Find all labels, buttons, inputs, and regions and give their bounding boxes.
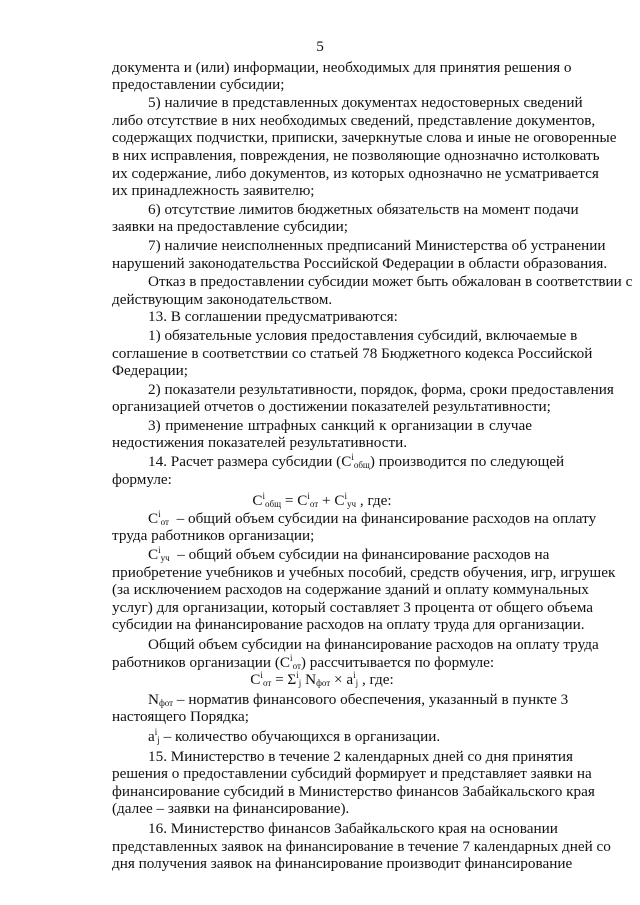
text-line: 16. Министерство финансов Забайкальского края на основании	[148, 819, 558, 837]
text-line: документа и (или) информации, необходимых для принятия решения о	[112, 59, 572, 76]
text-line: (далее – заявки на финансирование).	[112, 800, 350, 818]
text-line: заявки на предоставление субсидии;	[112, 218, 348, 236]
text-line: 6) отсутствие лимитов бюджетных обязательств на момент подачи	[148, 200, 579, 218]
text-line: субсидии на финансирование расходов на оплату труда для организации.	[112, 616, 585, 634]
text-line: дня получения заявок на финансирование производит финансирование	[112, 855, 573, 873]
text-line: соглашение в соответствии со статьей 78 Бюджетного кодекса Российской	[112, 344, 593, 362]
text-line: $N_{фот}$ – норматив финансового обеспечения, указанный в пункте 3	[148, 690, 569, 708]
text-line: приобретение учебников и учебных пособий, средств обучения, игр, игрушек	[112, 563, 616, 581]
text-line: нарушений законодательства Российской Федерации в области образования.	[112, 254, 608, 272]
text-line: Общий объем субсидии на финансирование расходов на оплату труда	[148, 636, 599, 653]
text-line: 15. Министерство в течение 2 календарных дней со дня принятия	[148, 747, 574, 765]
text-line: предоставлении субсидии;	[112, 75, 285, 93]
text-line: настоящего Порядка;	[112, 708, 249, 726]
text-line: представленных заявок на финансирование в течение 7 календарных дней со	[112, 837, 611, 855]
text-line: 1) обязательные условия предоставления субсидий, включаемые в	[148, 326, 578, 344]
text-line: (за исключением расходов на содержание зданий и оплату коммунальных	[112, 581, 589, 599]
text-line: труда работников организации;	[112, 527, 315, 545]
text-line: работников организации $(C^i_{от})$ рассчитывается по формуле:	[112, 652, 495, 671]
text-line: Отказ в предоставлении субсидии может быть обжалован в соответствии с	[148, 273, 633, 291]
text-line: организацией отчетов о достижении показателей результативности;	[112, 398, 551, 416]
text-line: $C^i_{общ} = C^i_{от} + C^i_{уч}$ , где:	[252, 491, 392, 510]
text-line: их принадлежность заявителю;	[112, 182, 315, 200]
text-line: решения о предоставлении субсидий формирует и представляет заявки на	[112, 765, 592, 783]
text-line: действующим законодательством.	[112, 290, 333, 308]
text-line: 5) наличие в представленных документах недостоверных сведений	[148, 94, 583, 112]
text-line: их содержание, либо документов, из которых однозначно не усматривается	[112, 164, 599, 182]
text-line: $C^i_{от}$ – общий объем субсидии на финансирование расходов на оплату	[148, 508, 597, 527]
text-line: $C^i_{уч}$ – общий объем субсидии на финансирование расходов на	[148, 545, 550, 564]
text-line: 13. В соглашении предусматриваются:	[148, 308, 398, 326]
text-line: в них исправления, повреждения, не позволяющие однозначно истолковать	[112, 146, 600, 164]
text-line: услуг) для организации, который составляет 3 процента от общего объема	[112, 598, 593, 616]
text-line: недостижения показателей результативности.	[112, 434, 408, 452]
text-line: 14. Расчет размера субсидии $(C^i_{общ})$ производится по следующей	[148, 452, 565, 471]
document-body	[112, 59, 633, 873]
text-line: 2) показатели результативности, порядок, форма, сроки предоставления	[148, 380, 614, 398]
text-line: формуле:	[112, 470, 172, 488]
text-line: содержащих подчистки, приписки, зачеркнутые слова и иные не оговоренные	[112, 129, 617, 147]
text-line: финансирование субсидий в Министерство финансов Забайкальского края	[112, 782, 595, 800]
page-number: 5	[316, 38, 324, 55]
text-line: 7) наличие неисполненных предписаний Министерства об устранении	[148, 236, 606, 254]
text-line: либо отсутствие в них необходимых сведений, представление документов,	[112, 111, 596, 129]
text-line: 3) применение штрафных санкций к организации в случае	[148, 416, 532, 434]
text-line: Федерации;	[112, 362, 188, 380]
text-line: $a^i_j$ – количество обучающихся в организации.	[148, 726, 441, 745]
text-line: $C^i_{от} = \Sigma^i_j$ $N_{фот} \times a^i_j$ , где:	[250, 670, 394, 689]
